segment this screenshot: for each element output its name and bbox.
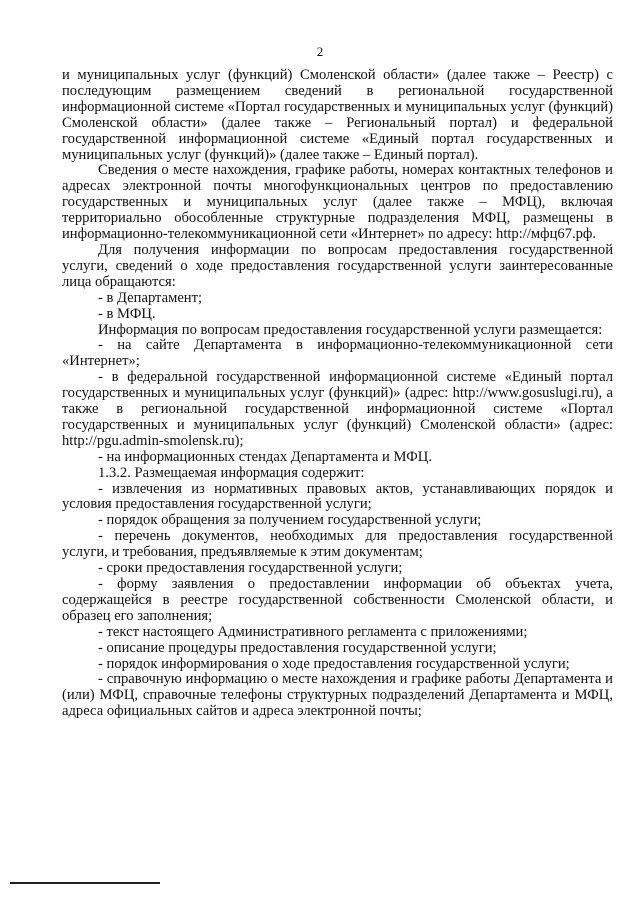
paragraph: Для получения информации по вопросам предоставления государственной услуги, сведений о ходе предоставления государственной услуги заинтересованные лица обращаются: [62, 241, 613, 290]
paragraph: Сведения о месте нахождения, графике работы, номерах контактных телефонов и адресах электронной почты многофункциональных центров по предоставлению государственных и муниципальных услуг (далее также – МФЦ), включая территориально обособленные структурные подразделения МФЦ, размещены в информационно-телекоммуникационной сети «Интернет» по адресу: http://мфц67.рф. [62, 162, 613, 243]
paragraph: Информация по вопросам предоставления государственной услуги размещается: [98, 321, 603, 338]
paragraph: - в МФЦ. [98, 305, 156, 322]
document-body [62, 68, 613, 720]
paragraph: - описание процедуры предоставления государственной услуги; [98, 639, 497, 656]
paragraph: - в федеральной государственной информационной системе «Единый портал государственных и муниципальных услуг (функций)» (адрес: http://www.gosuslugi.ru), а также в региональной государственной информационной системе «Портал государственных и муниципальных услуг (функций) Смоленской области» (адрес: http://pgu.admin-smolensk.ru); [62, 369, 613, 449]
paragraph: - сроки предоставления государственной услуги; [98, 560, 403, 577]
paragraph: - форму заявления о предоставлении информации об объектах учета, содержащейся в реестре государственной собственности Смоленской области, и образец его заполнения; [62, 576, 613, 624]
paragraph: 1.3.2. Размещаемая информация содержит: [98, 464, 365, 481]
paragraph: - на информационных стендах Департамента и МФЦ. [98, 448, 432, 465]
paragraph: - перечень документов, необходимых для предоставления государственной услуги, и требования, предъявляемые к этим документам; [62, 528, 613, 561]
page-number: 2 [316, 44, 324, 59]
footer-divider [10, 882, 160, 884]
paragraph: - в Департамент; [98, 289, 203, 306]
paragraph: - извлечения из нормативных правовых актов, устанавливающих порядок и условия предоставления государственной услуги; [62, 480, 613, 513]
paragraph: - на сайте Департамента в информационно-телекоммуникационной сети «Интернет»; [62, 337, 613, 370]
paragraph: - порядок обращения за получением государственной услуги; [98, 512, 482, 529]
paragraph: - порядок информирования о ходе предоставления государственной услуги; [98, 655, 570, 672]
paragraph: и муниципальных услуг (функций) Смоленской области» (далее также – Реестр) с последующим размещением сведений в региональной государственной информационной системе «Портал государственных и муниципальных услуг (функций) Смоленской области» (далее также – Региональный портал) и федеральной государственной информационной системе «Единый портал государственных и муниципальных услуг (функций)» (далее также – Единый портал). [62, 67, 613, 163]
paragraph: - текст настоящего Административного регламента с приложениями; [98, 623, 528, 640]
paragraph: - справочную информацию о месте нахождения и графике работы Департамента и (или) МФЦ, справочные телефоны структурных подразделений Департамента и МФЦ, адреса официальных сайтов и адреса электронной почты; [62, 671, 613, 720]
